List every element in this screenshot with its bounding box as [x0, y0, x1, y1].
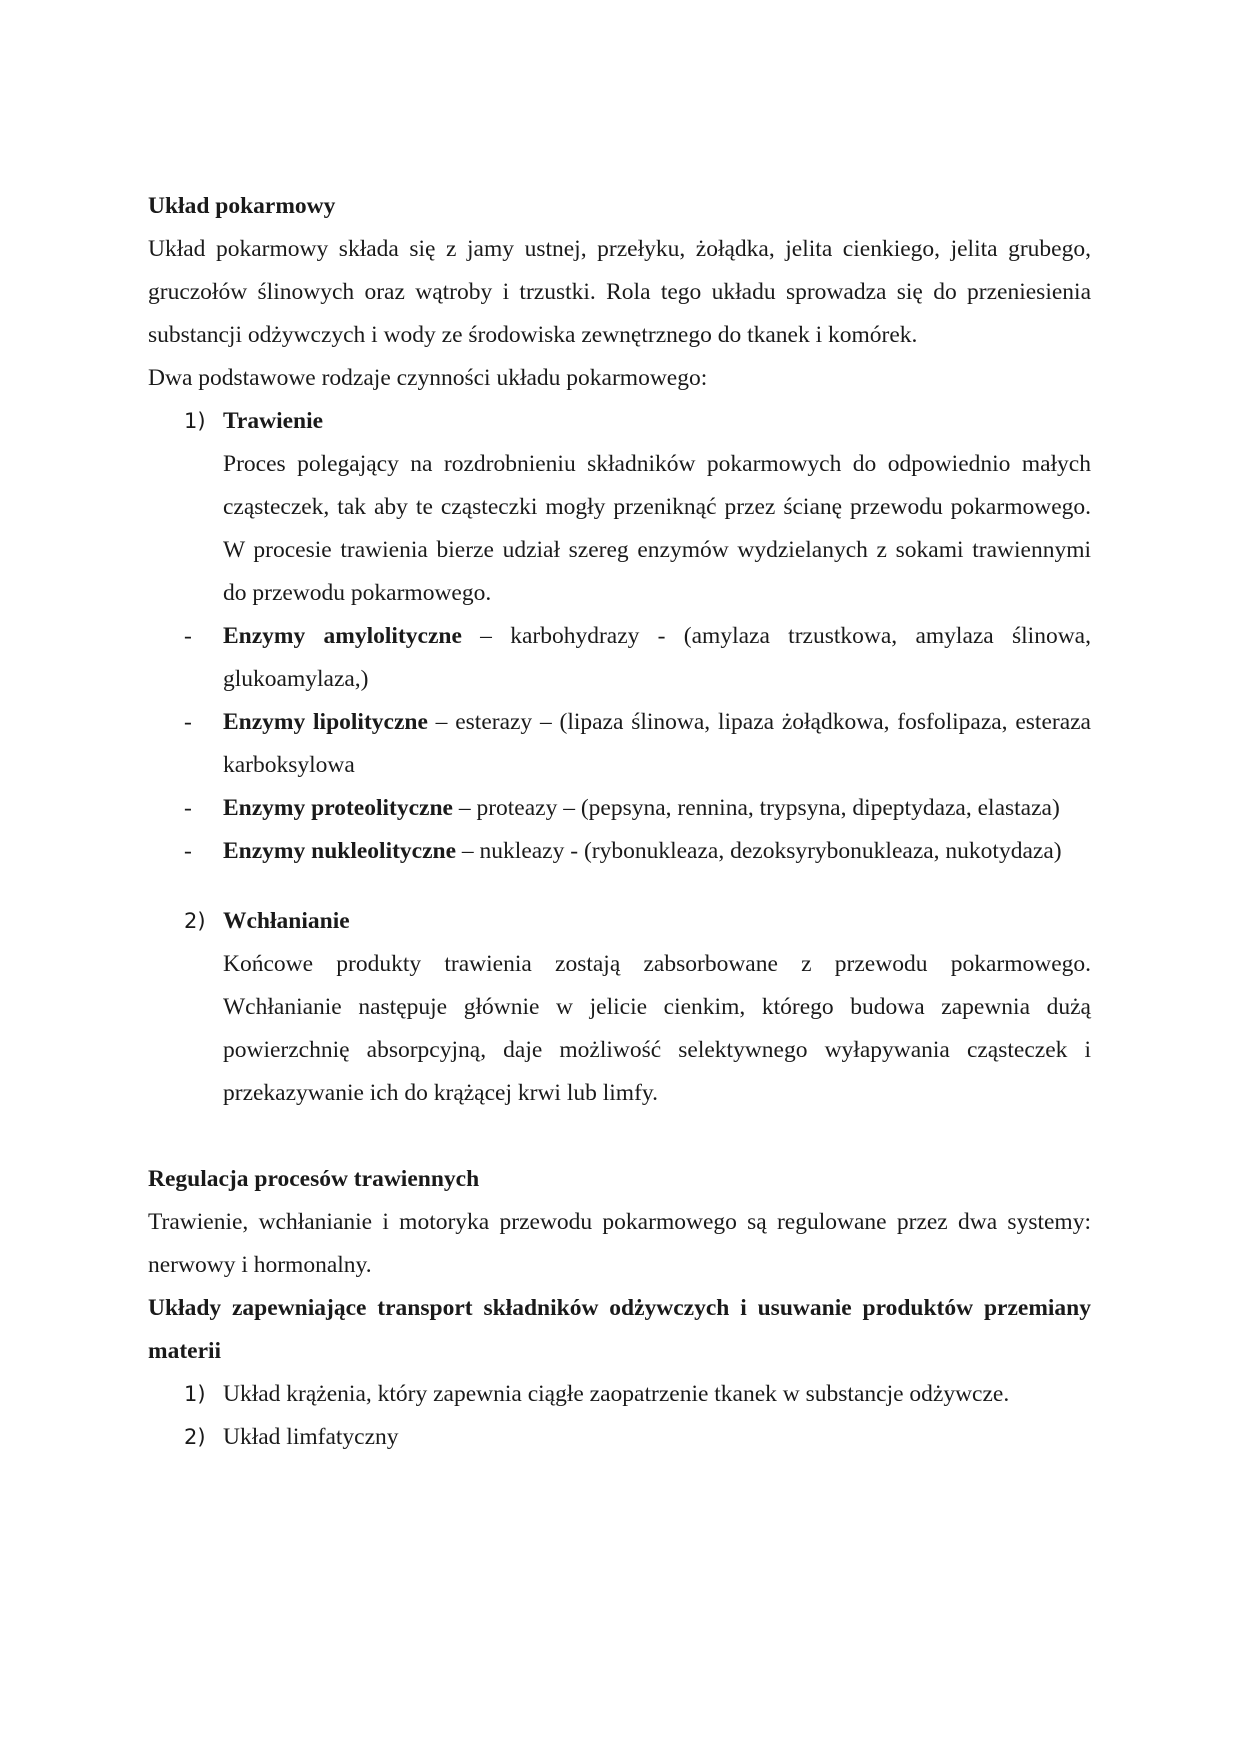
enzyme-description: – nukleazy - (rybonukleaza, dezoksyrybonukleaza, nukotydaza)	[456, 838, 1062, 864]
enzyme-text	[223, 830, 1091, 873]
enzyme-text	[223, 787, 1091, 830]
list-dash: -	[184, 795, 192, 821]
enzyme-item	[148, 787, 1091, 830]
list-item-wchlanianie	[148, 900, 1091, 1115]
list-dash: -	[184, 838, 192, 864]
enzyme-description: – karbohydrazy - (amylaza trzustkowa, amylaza ślinowa, glukoamylaza,)	[223, 623, 1091, 692]
enzyme-name: Enzymy lipolityczne	[223, 709, 428, 735]
section-title-regulation: Regulacja procesów trawiennych	[148, 1166, 480, 1192]
list-item-text: Układ limfatyczny	[223, 1424, 399, 1450]
enzyme-text	[223, 701, 1091, 787]
enzyme-text	[223, 615, 1091, 701]
list-item	[148, 1416, 1091, 1459]
enzyme-item	[148, 615, 1091, 701]
trawienie-paragraph: Proces polegający na rozdrobnieniu składników pokarmowych do odpowiednio małych cząsteczek, tak aby te cząsteczki mogły przeniknąć przez ścianę przewodu pokarmowego. W procesie trawienia bierze udział szereg enzymów wydzielanych z sokami trawiennymi do przewodu pokarmowego.	[223, 451, 1091, 606]
section-title-transport-systems: Układy zapewniające transport składników odżywczych i usuwanie produktów przemiany materii	[148, 1295, 1091, 1364]
enzyme-item	[148, 830, 1091, 873]
spacer	[148, 873, 1091, 900]
list-number: 1)	[184, 409, 206, 433]
document-page	[148, 185, 1091, 1459]
subheading-wchlanianie: Wchłanianie	[223, 908, 350, 934]
list-number: 2)	[184, 1425, 206, 1449]
lead-paragraph: Dwa podstawowe rodzaje czynności układu pokarmowego:	[148, 365, 708, 391]
list-number: 2)	[184, 909, 206, 933]
regulation-paragraph: Trawienie, wchłanianie i motoryka przewodu pokarmowego są regulowane przez dwa systemy: nerwowy i hormonalny.	[148, 1209, 1091, 1278]
enzyme-name: Enzymy proteolityczne	[223, 795, 453, 821]
enzyme-description: – esterazy – (lipaza ślinowa, lipaza żołądkowa, fosfolipaza, esteraza karboksylowa	[223, 709, 1091, 778]
enzyme-name: Enzymy nukleolityczne	[223, 838, 457, 864]
intro-paragraph: Układ pokarmowy składa się z jamy ustnej, przełyku, żołądka, jelita cienkiego, jelita grubego, gruczołów ślinowych oraz wątroby i trzustki. Rola tego układu sprowadza się do przeniesienia substancji odżywczych i wody ze środowiska zewnętrznego do tkanek i komórek.	[148, 236, 1091, 348]
list-number: 1)	[184, 1382, 206, 1406]
list-item-text: Układ krążenia, który zapewnia ciągłe zaopatrzenie tkanek w substancje odżywcze.	[223, 1381, 1010, 1407]
list-item-trawienie	[148, 400, 1091, 615]
subheading-trawienie: Trawienie	[223, 408, 324, 434]
enzyme-item	[148, 701, 1091, 787]
list-item	[148, 1373, 1091, 1416]
enzyme-name: Enzymy amylolityczne	[223, 623, 462, 649]
list-dash: -	[184, 623, 192, 649]
enzyme-description: – proteazy – (pepsyna, rennina, trypsyna, dipeptydaza, elastaza)	[452, 795, 1060, 821]
list-dash: -	[184, 709, 192, 735]
wchlanianie-paragraph: Końcowe produkty trawienia zostają zabsorbowane z przewodu pokarmowego. Wchłanianie następuje głównie w jelicie cienkim, którego budowa zapewnia dużą powierzchnię absorpcyjną, daje możliwość selektywnego wyłapywania cząsteczek i przekazywanie ich do krążącej krwi lub limfy.	[223, 951, 1091, 1106]
section-title-digestive-system: Układ pokarmowy	[148, 193, 336, 219]
spacer	[148, 1115, 1091, 1158]
